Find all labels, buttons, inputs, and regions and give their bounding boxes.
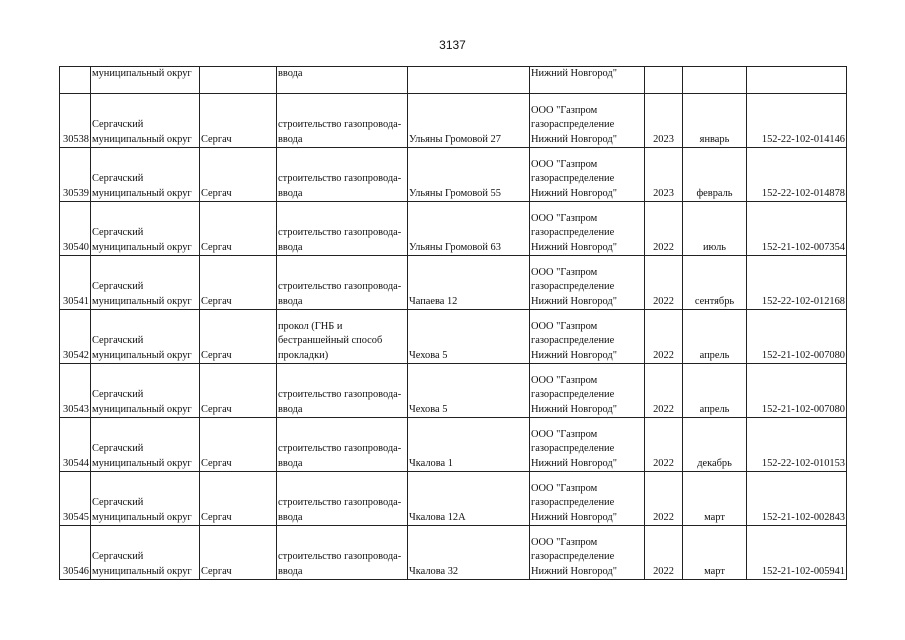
cell-line: Нижний Новгород" bbox=[531, 349, 617, 361]
cell-year: 2022 bbox=[645, 256, 683, 310]
cell-line: Нижний Новгород" bbox=[531, 187, 617, 199]
cell-line: ввода bbox=[278, 187, 303, 199]
cell-line: газораспределение bbox=[531, 389, 615, 400]
cell-organization bbox=[530, 202, 645, 256]
cell-line: газораспределение bbox=[531, 551, 615, 562]
cell-number: 30546 bbox=[60, 526, 91, 580]
cell-work bbox=[277, 94, 408, 148]
cell-line: Нижний Новгород" bbox=[531, 457, 617, 469]
cell-month: сентябрь bbox=[683, 256, 747, 310]
cell-line: ООО "Газпром bbox=[531, 266, 598, 278]
cell-address: Ульяны Громовой 27 bbox=[408, 94, 530, 148]
cell-line: строительство газопровода- bbox=[278, 119, 402, 130]
cell-line: муниципальный округ bbox=[92, 241, 192, 253]
cell-district bbox=[91, 202, 200, 256]
table-row bbox=[60, 202, 847, 256]
cell-line: бестраншейный способ bbox=[278, 335, 383, 346]
cell-line: муниципальный округ bbox=[92, 349, 192, 361]
cell-organization bbox=[530, 418, 645, 472]
cell-line: муниципальный округ bbox=[92, 511, 192, 523]
cell-address: Чкалова 1 bbox=[408, 418, 530, 472]
cell-line: строительство газопровода- bbox=[278, 551, 402, 562]
cell-organization bbox=[530, 310, 645, 364]
cell-line: газораспределение bbox=[531, 173, 615, 184]
cell-year: 2023 bbox=[645, 148, 683, 202]
cell-year bbox=[645, 67, 683, 94]
cell-address: Чкалова 32 bbox=[408, 526, 530, 580]
cell-work bbox=[277, 310, 408, 364]
cell-code: 152-22-102-012168 bbox=[747, 256, 847, 310]
cell-line: газораспределение bbox=[531, 443, 615, 454]
cell-line: ООО "Газпром bbox=[531, 104, 598, 116]
cell-year: 2022 bbox=[645, 364, 683, 418]
cell-line: прокладки) bbox=[278, 349, 329, 361]
cell-organization bbox=[530, 472, 645, 526]
cell-line: муниципальный округ bbox=[92, 133, 192, 145]
cell-year: 2022 bbox=[645, 310, 683, 364]
cell-line: Сергачский bbox=[92, 227, 144, 238]
cell-line: строительство газопровода- bbox=[278, 389, 402, 400]
cell-line: Нижний Новгород" bbox=[531, 403, 617, 415]
table-row bbox=[60, 364, 847, 418]
cell-line: Сергачский bbox=[92, 389, 144, 400]
cell-line: муниципальный округ bbox=[92, 295, 192, 307]
cell-organization: Нижний Новгород" bbox=[530, 67, 645, 94]
cell-address: Чкалова 12А bbox=[408, 472, 530, 526]
cell-district bbox=[91, 310, 200, 364]
cell-code: 152-21-102-007080 bbox=[747, 310, 847, 364]
cell-locality: Сергач bbox=[200, 148, 277, 202]
register-table bbox=[59, 66, 847, 580]
table-row bbox=[60, 526, 847, 580]
cell-code: 152-22-102-014878 bbox=[747, 148, 847, 202]
cell-code bbox=[747, 67, 847, 94]
cell-address: Чапаева 12 bbox=[408, 256, 530, 310]
cell-line: ввода bbox=[278, 241, 303, 253]
cell-month: март bbox=[683, 472, 747, 526]
cell-code: 152-22-102-014146 bbox=[747, 94, 847, 148]
cell-line: Нижний Новгород" bbox=[531, 133, 617, 145]
cell-month: июль bbox=[683, 202, 747, 256]
cell-number: 30539 bbox=[60, 148, 91, 202]
cell-work bbox=[277, 364, 408, 418]
cell-code: 152-21-102-007354 bbox=[747, 202, 847, 256]
cell-line: газораспределение bbox=[531, 119, 615, 130]
page-number: 3137 bbox=[439, 38, 466, 52]
cell-line: Нижний Новгород" bbox=[531, 241, 617, 253]
cell-month bbox=[683, 67, 747, 94]
cell-line: ООО "Газпром bbox=[531, 320, 598, 332]
cell-organization bbox=[530, 94, 645, 148]
cell-year: 2022 bbox=[645, 418, 683, 472]
cell-work bbox=[277, 418, 408, 472]
cell-line: Сергачский bbox=[92, 119, 144, 130]
cell-line: ООО "Газпром bbox=[531, 212, 598, 224]
cell-line: строительство газопровода- bbox=[278, 227, 402, 238]
cell-month: февраль bbox=[683, 148, 747, 202]
cell-line: ввода bbox=[278, 457, 303, 469]
cell-locality: Сергач bbox=[200, 526, 277, 580]
cell-organization bbox=[530, 364, 645, 418]
cell-number: 30541 bbox=[60, 256, 91, 310]
cell-organization bbox=[530, 148, 645, 202]
cell-number: 30540 bbox=[60, 202, 91, 256]
table-row bbox=[60, 256, 847, 310]
cell-line: газораспределение bbox=[531, 227, 615, 238]
cell-line: муниципальный округ bbox=[92, 187, 192, 199]
cell-locality: Сергач bbox=[200, 202, 277, 256]
cell-year: 2022 bbox=[645, 526, 683, 580]
table-row bbox=[60, 418, 847, 472]
cell-district bbox=[91, 526, 200, 580]
cell-line: муниципальный округ bbox=[92, 403, 192, 415]
cell-address bbox=[408, 67, 530, 94]
cell-line: муниципальный округ bbox=[92, 457, 192, 469]
table-body bbox=[60, 67, 847, 580]
cell-line: ввода bbox=[278, 133, 303, 145]
cell-district bbox=[91, 418, 200, 472]
cell-code: 152-21-102-002843 bbox=[747, 472, 847, 526]
cell-line: строительство газопровода- bbox=[278, 497, 402, 508]
cell-organization bbox=[530, 526, 645, 580]
cell-month: декабрь bbox=[683, 418, 747, 472]
cell-locality: Сергач bbox=[200, 364, 277, 418]
cell-district bbox=[91, 472, 200, 526]
cell-month: январь bbox=[683, 94, 747, 148]
cell-address: Чехова 5 bbox=[408, 364, 530, 418]
table-row bbox=[60, 148, 847, 202]
cell-district bbox=[91, 364, 200, 418]
cell-code: 152-21-102-005941 bbox=[747, 526, 847, 580]
cell-line: газораспределение bbox=[531, 281, 615, 292]
cell-district: муниципальный округ bbox=[91, 67, 200, 94]
cell-address: Ульяны Громовой 55 bbox=[408, 148, 530, 202]
cell-line: строительство газопровода- bbox=[278, 443, 402, 454]
cell-address: Ульяны Громовой 63 bbox=[408, 202, 530, 256]
cell-locality: Сергач bbox=[200, 310, 277, 364]
cell-work bbox=[277, 526, 408, 580]
cell-code: 152-21-102-007080 bbox=[747, 364, 847, 418]
table-row bbox=[60, 310, 847, 364]
cell-line: строительство газопровода- bbox=[278, 281, 402, 292]
cell-address: Чехова 5 bbox=[408, 310, 530, 364]
cell-work bbox=[277, 148, 408, 202]
cell-month: март bbox=[683, 526, 747, 580]
cell-district bbox=[91, 94, 200, 148]
cell-locality: Сергач bbox=[200, 472, 277, 526]
cell-line: ввода bbox=[278, 511, 303, 523]
cell-line: строительство газопровода- bbox=[278, 173, 402, 184]
continuation-row bbox=[60, 67, 847, 94]
cell-line: муниципальный округ bbox=[92, 565, 192, 577]
cell-number: 30543 bbox=[60, 364, 91, 418]
cell-line: ввода bbox=[278, 295, 303, 307]
cell-line: газораспределение bbox=[531, 497, 615, 508]
cell-work bbox=[277, 472, 408, 526]
cell-year: 2022 bbox=[645, 202, 683, 256]
cell-number: 30544 bbox=[60, 418, 91, 472]
cell-locality bbox=[200, 67, 277, 94]
table-row bbox=[60, 472, 847, 526]
cell-line: Сергачский bbox=[92, 281, 144, 292]
cell-line: Нижний Новгород" bbox=[531, 295, 617, 307]
cell-line: Нижний Новгород" bbox=[531, 565, 617, 577]
cell-number: 30538 bbox=[60, 94, 91, 148]
cell-locality: Сергач bbox=[200, 94, 277, 148]
cell-locality: Сергач bbox=[200, 256, 277, 310]
cell-work bbox=[277, 202, 408, 256]
cell-line: прокол (ГНБ и bbox=[278, 320, 343, 332]
cell-line: газораспределение bbox=[531, 335, 615, 346]
cell-line: Сергачский bbox=[92, 443, 144, 454]
cell-locality: Сергач bbox=[200, 418, 277, 472]
cell-line: Сергачский bbox=[92, 173, 144, 184]
cell-line: Сергачский bbox=[92, 497, 144, 508]
cell-line: ООО "Газпром bbox=[531, 536, 598, 548]
cell-line: Сергачский bbox=[92, 551, 144, 562]
cell-work bbox=[277, 256, 408, 310]
cell-line: Сергачский bbox=[92, 335, 144, 346]
cell-number: 30545 bbox=[60, 472, 91, 526]
cell-code: 152-22-102-010153 bbox=[747, 418, 847, 472]
cell-line: ООО "Газпром bbox=[531, 428, 598, 440]
cell-district bbox=[91, 148, 200, 202]
cell-number bbox=[60, 67, 91, 94]
cell-district bbox=[91, 256, 200, 310]
cell-year: 2023 bbox=[645, 94, 683, 148]
cell-line: ООО "Газпром bbox=[531, 158, 598, 170]
cell-month: апрель bbox=[683, 310, 747, 364]
cell-line: ввода bbox=[278, 565, 303, 577]
cell-line: ввода bbox=[278, 403, 303, 415]
cell-line: Нижний Новгород" bbox=[531, 511, 617, 523]
cell-organization bbox=[530, 256, 645, 310]
cell-year: 2022 bbox=[645, 472, 683, 526]
cell-work: ввода bbox=[277, 67, 408, 94]
cell-number: 30542 bbox=[60, 310, 91, 364]
cell-month: апрель bbox=[683, 364, 747, 418]
cell-line: ООО "Газпром bbox=[531, 482, 598, 494]
table-row bbox=[60, 94, 847, 148]
cell-line: ООО "Газпром bbox=[531, 374, 598, 386]
